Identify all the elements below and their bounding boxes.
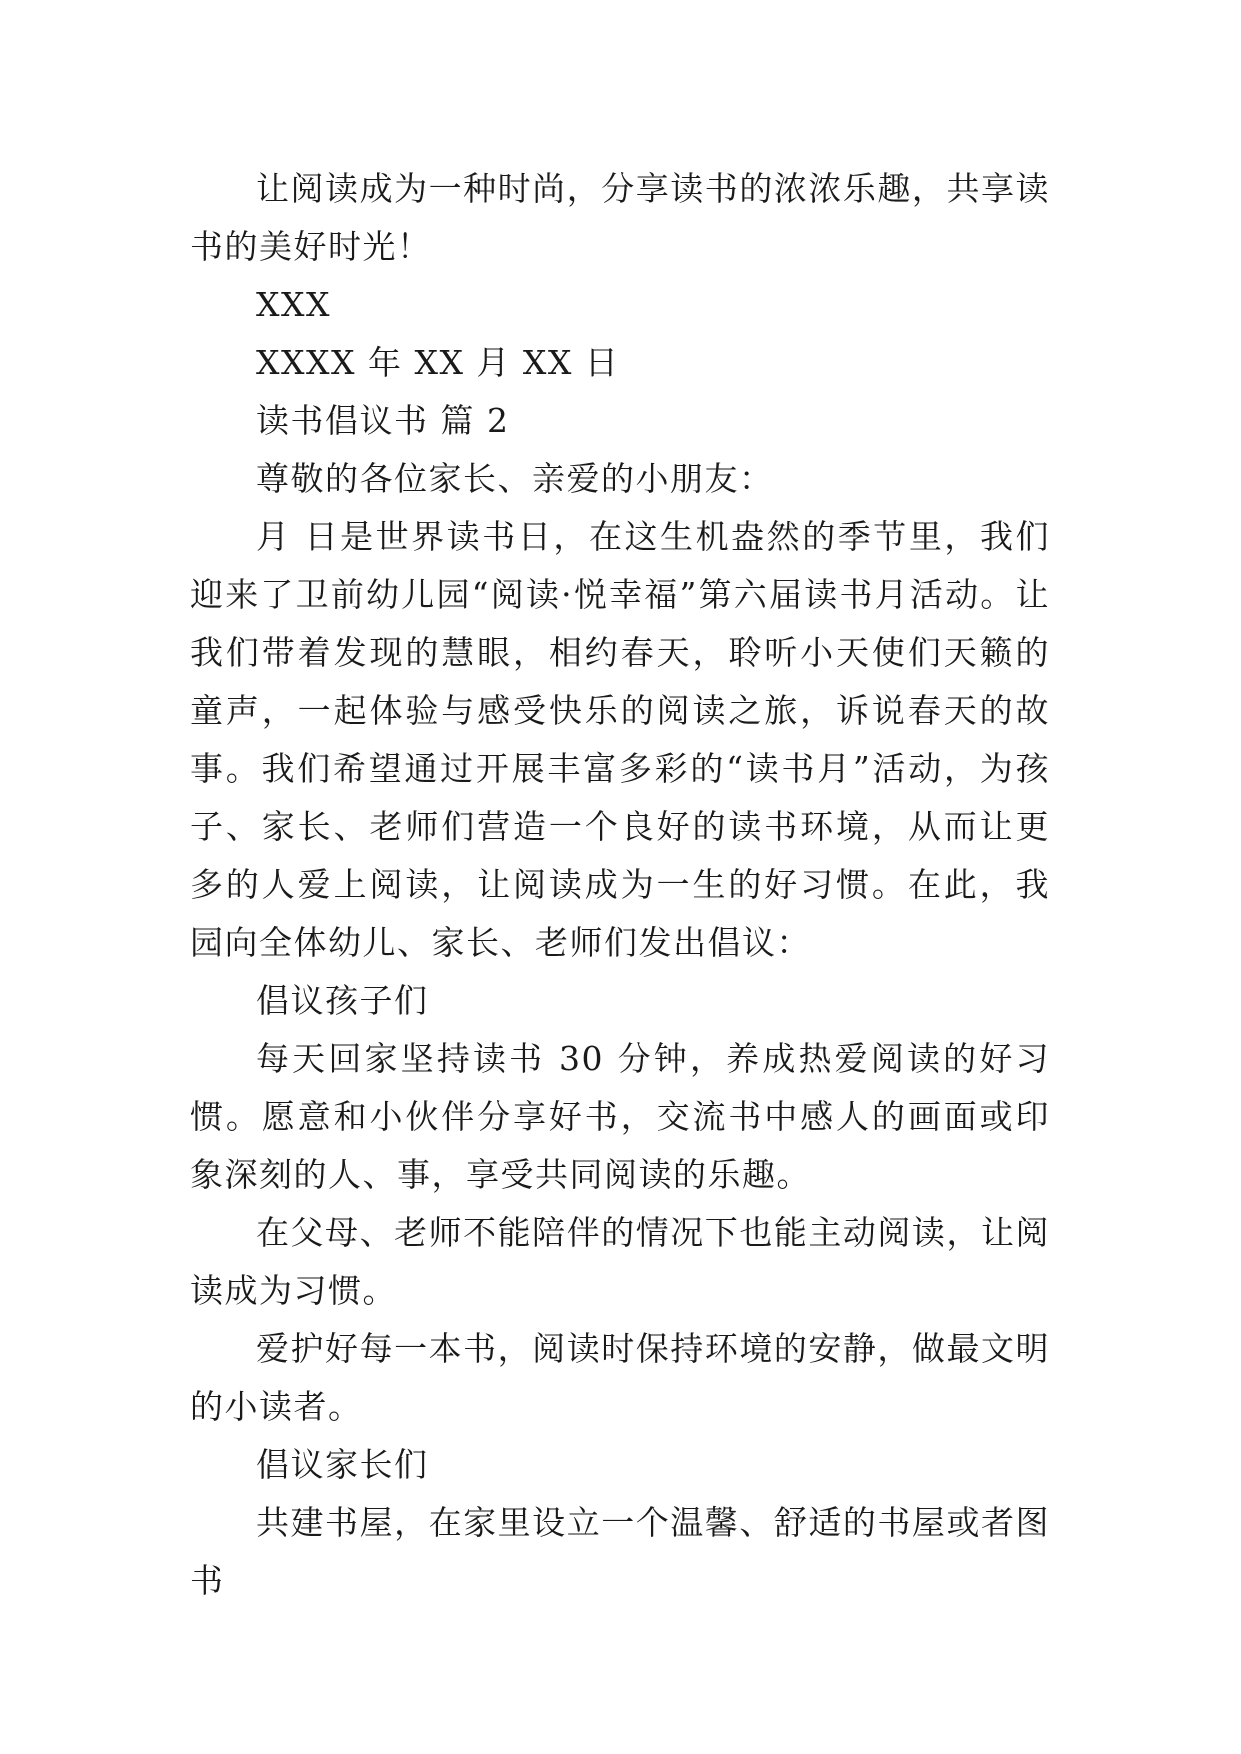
children-paragraph-3: 爱护好每一本书，阅读时保持环境的安静，做最文明的小读者。 bbox=[190, 1329, 1050, 1426]
signature-name: XXX bbox=[256, 285, 331, 324]
heading-children: 倡议孩子们 bbox=[256, 981, 429, 1020]
children-paragraph-2: 在父母、老师不能陪伴的情况下也能主动阅读，让阅读成为习惯。 bbox=[190, 1213, 1050, 1310]
closing-paragraph: 让阅读成为一种时尚，分享读书的浓浓乐趣，共享读书的美好时光！ bbox=[190, 169, 1050, 266]
document-body bbox=[190, 160, 1050, 1610]
section-title: 读书倡议书 篇 2 bbox=[256, 401, 510, 440]
intro-paragraph: 月 日是世界读书日，在这生机盎然的季节里，我们迎来了卫前幼儿园“阅读·悦幸福”第六届读书月活动。让我们带着发现的慧眼，相约春天，聆听小天使们天籁的童声，一起体验与感受快乐的阅读之旅，诉说春天的故事。我们希望通过开展丰富多彩的“读书月”活动，为孩子、家长、老师们营造一个良好的读书环境，从而让更多的人爱上阅读，让阅读成为一生的好习惯。在此，我园向全体幼儿、家长、老师们发出倡议： bbox=[190, 517, 1050, 962]
signature-date: XXXX 年 XX 月 XX 日 bbox=[256, 343, 620, 382]
salutation: 尊敬的各位家长、亲爱的小朋友： bbox=[256, 459, 774, 498]
children-paragraph-1: 每天回家坚持读书 30 分钟，养成热爱阅读的好习惯。愿意和小伙伴分享好书，交流书中感人的画面或印象深刻的人、事，享受共同阅读的乐趣。 bbox=[190, 1039, 1050, 1194]
parents-paragraph-1: 共建书屋，在家里设立一个温馨、舒适的书屋或者图书 bbox=[190, 1503, 1050, 1600]
heading-parents: 倡议家长们 bbox=[256, 1445, 429, 1484]
